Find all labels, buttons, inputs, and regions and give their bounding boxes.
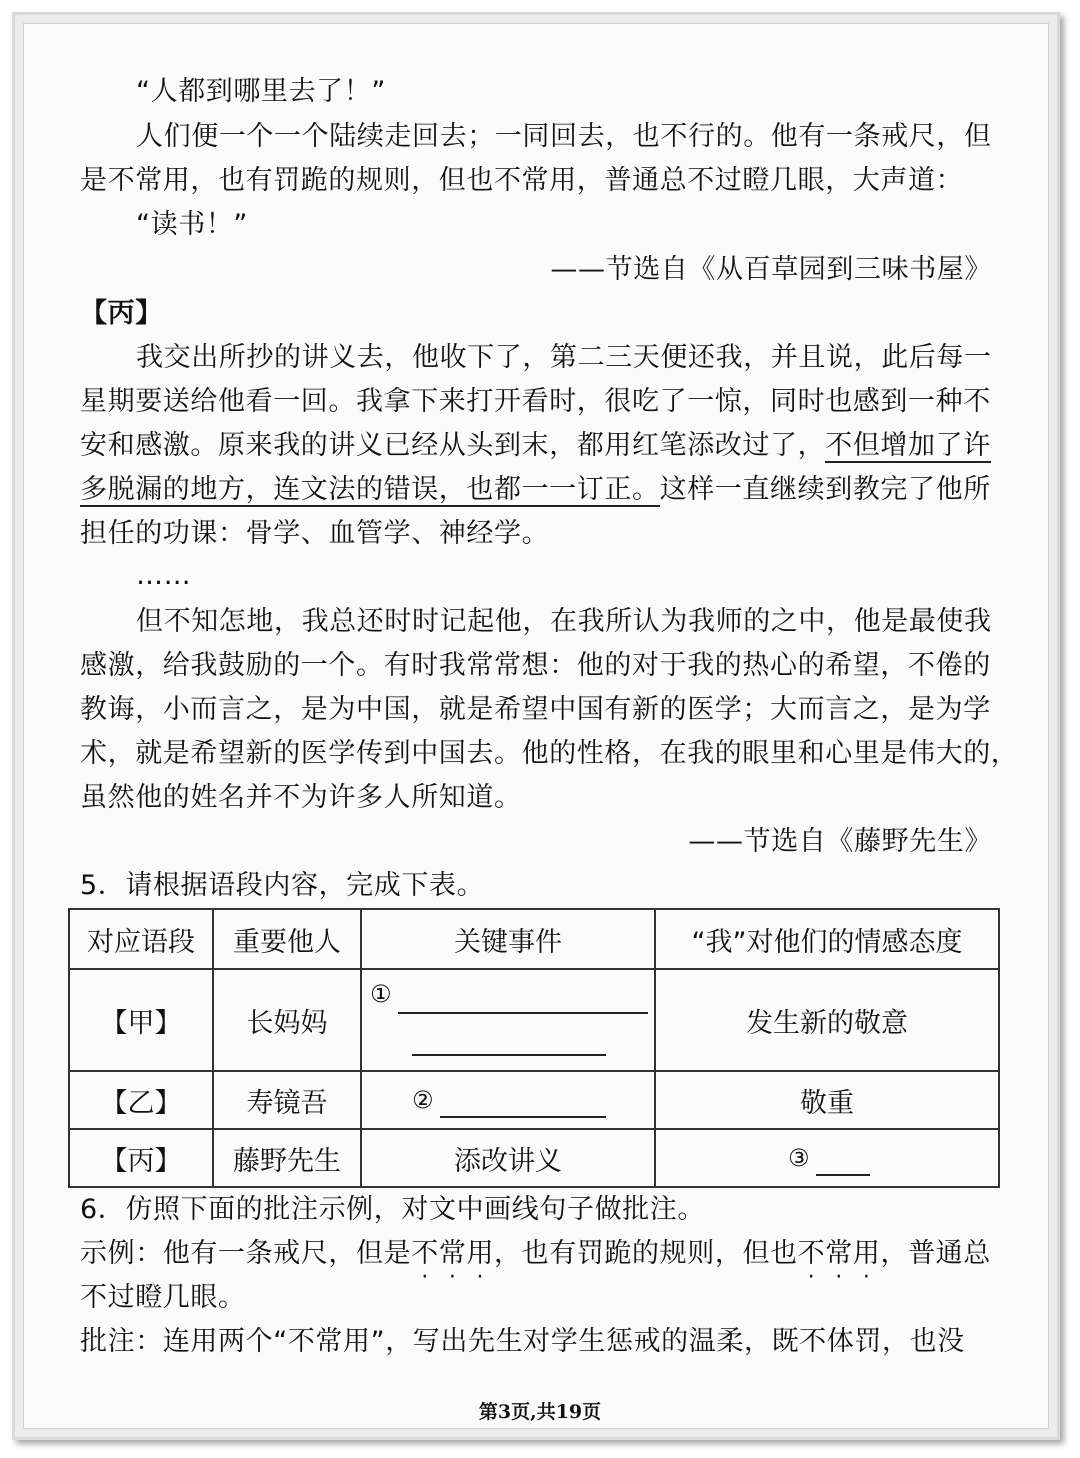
text-line: 虽然他的姓名并不为许多人所知道。 <box>80 782 522 813</box>
dotted-emphasis: 不常用 <box>797 1238 881 1269</box>
text-line <box>80 428 991 464</box>
quote-line: “读书！” <box>136 209 248 240</box>
answer-table <box>68 908 1000 1188</box>
table-header-cell: “我”对他们的情感态度 <box>655 909 999 969</box>
text-line: 但不知怎地，我总还时时记起他，在我所认为我师的之中，他是最使我 <box>136 606 992 637</box>
table-row <box>69 1129 999 1187</box>
text-line: 我交出所抄的讲义去，他收下了，第二三天便还我，并且说，此后每一 <box>136 342 992 373</box>
event-answer-cell <box>361 1071 655 1129</box>
example-line <box>80 1236 991 1272</box>
event-cell: 添改讲义 <box>361 1129 655 1187</box>
person-cell: 长妈妈 <box>213 969 361 1071</box>
text-line: 星期要送给他看一回。我拿下来打开看时，很吃了一惊，同时也感到一种不 <box>80 386 991 417</box>
table-header-row <box>69 909 999 969</box>
table-header-cell: 重要他人 <box>213 909 361 969</box>
answer-blank[interactable] <box>816 1148 870 1176</box>
text-segment: 这样一直继续到教完了他所 <box>659 474 991 505</box>
quote-line: “人都到哪里去了！” <box>136 76 386 107</box>
answer-marker: ③ <box>788 1144 810 1172</box>
text-line: 教诲，小而言之，是为中国，就是希望中国有新的医学；大而言之，是为学 <box>80 694 991 725</box>
source-citation: ——节选自《从百草园到三味书屋》 <box>550 254 992 285</box>
text-line: 感激，给我鼓励的一个。有时我常常想：他的对于我的热心的希望，不倦的 <box>80 650 991 681</box>
text-segment: 安和感激。原来我的讲义已经从头到末，都用红笔添改过了， <box>80 430 826 461</box>
text-line: 人们便一个一个陆续走回去；一同回去，也不行的。他有一条戒尺，但 <box>136 121 992 152</box>
answer-blank[interactable] <box>440 1090 606 1118</box>
segment-cell: 【乙】 <box>69 1071 213 1129</box>
text-line: 是不常用，也有罚跪的规则，但也不常用，普通总不过瞪几眼，大声道： <box>80 165 964 196</box>
answer-marker: ② <box>412 1086 434 1114</box>
segment-cell: 【丙】 <box>69 1129 213 1187</box>
dotted-emphasis: 不常用 <box>411 1238 495 1269</box>
example-line: 不过瞪几眼。 <box>80 1282 246 1313</box>
attitude-answer-cell <box>655 1129 999 1187</box>
annotation-label: 批注： <box>80 1326 163 1357</box>
table-row <box>69 1071 999 1129</box>
text-segment: ，也有罚跪的规则，但也 <box>494 1238 798 1269</box>
question-6-prompt: 6．仿照下面的批注示例，对文中画线句子做批注。 <box>80 1194 705 1225</box>
table-header-cell: 关键事件 <box>361 909 655 969</box>
annotation-line <box>80 1324 965 1360</box>
text-line: 担任的功课：骨学、血管学、神经学。 <box>80 518 550 549</box>
text-line <box>80 472 991 508</box>
text-segment: ，普通总 <box>880 1238 991 1269</box>
segment-cell: 【甲】 <box>69 969 213 1071</box>
person-cell: 寿镜吾 <box>213 1071 361 1129</box>
source-citation: ——节选自《藤野先生》 <box>688 826 992 857</box>
annotation-text: 连用两个“不常用”，写出先生对学生惩戒的温柔，既不体罚，也没 <box>162 1326 965 1357</box>
attitude-cell: 敬重 <box>655 1071 999 1129</box>
text-segment: 他有一条戒尺，但是 <box>162 1238 412 1269</box>
attitude-cell: 发生新的敬意 <box>655 969 999 1071</box>
table-header-cell: 对应语段 <box>69 909 213 969</box>
example-label: 示例： <box>80 1238 163 1269</box>
text-line: 术，就是希望新的医学传到中国去。他的性格，在我的眼里和心里是伟大的， <box>80 738 1019 769</box>
page-number: 第3页,共19页 <box>478 1401 602 1423</box>
person-cell: 藤野先生 <box>213 1129 361 1187</box>
answer-blank[interactable] <box>398 986 648 1014</box>
table-row <box>69 969 999 1071</box>
underlined-sentence: 不但增加了许 <box>825 430 991 461</box>
section-heading: 【丙】 <box>80 298 163 329</box>
event-answer-cell <box>361 969 655 1071</box>
question-5-prompt: 5．请根据语段内容，完成下表。 <box>80 870 485 901</box>
underlined-sentence: 多脱漏的地方，连文法的错误，也都一一订正。 <box>80 474 660 505</box>
answer-marker: ① <box>370 980 392 1008</box>
answer-blank[interactable] <box>412 1028 606 1056</box>
ellipsis: …… <box>136 560 192 591</box>
